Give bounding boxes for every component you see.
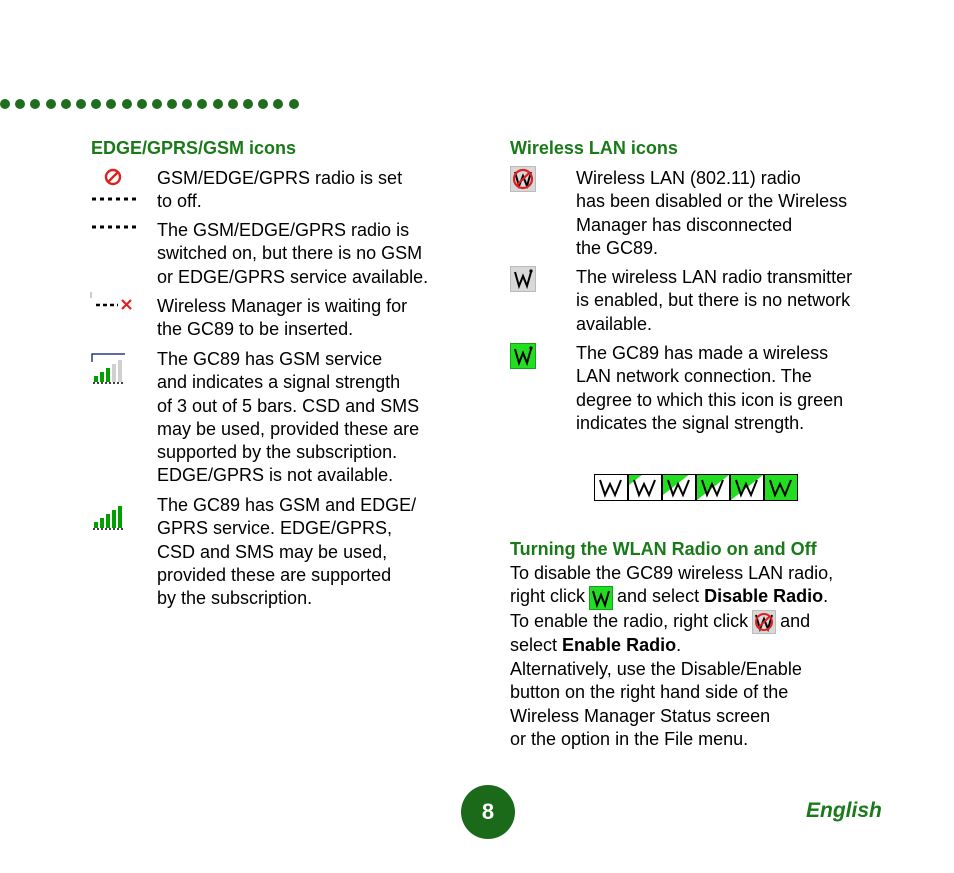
radio-off-icon: [103, 167, 123, 187]
wireless-lan-heading: Wireless LAN icons: [510, 138, 678, 158]
disable-enable-instructions: [510, 562, 833, 657]
turning-wlan-heading: Turning the WLAN Radio on and Off: [510, 539, 817, 559]
wlan-strength-level-icon: [629, 475, 662, 501]
wlan-connected-icon: [589, 586, 613, 610]
wlan-strength-level-icon: [663, 475, 696, 501]
page-number-badge: 8: [461, 785, 515, 839]
edge-signal-icon: [91, 498, 127, 530]
wlan-disabled-icon: [510, 166, 536, 192]
edge-service-text: The GC89 has GSM and EDGE/ GPRS service. EDGE/GPRS, CSD and SMS may be used, provided these are supported by the subscription.: [157, 495, 417, 609]
wlan-strength-level-icon: [731, 475, 764, 501]
wlan-no-network-text: The wireless LAN radio transmitter is enabled, but there is no network available.: [576, 267, 853, 334]
alternative-instructions: Alternatively, use the Disable/Enable button on the right hand side of the Wireless Manager Status screen or the option in the File menu.: [510, 659, 802, 749]
instruction-fragment: select: [510, 634, 558, 655]
instruction-fragment: .: [823, 586, 829, 607]
wlan-strength-level-icon: [765, 475, 798, 501]
waiting-icon: [90, 292, 136, 316]
dashed-line-icon: [91, 196, 141, 202]
signal-bar: [106, 368, 110, 382]
signal-bar: [118, 360, 122, 382]
wlan-connected-text: The GC89 has made a wireless LAN network connection. The degree to which this icon is green indicates the signal strength.: [576, 343, 844, 433]
signal-bar: [100, 372, 104, 382]
wlan-disabled-icon: [752, 610, 776, 634]
disable-radio-label: Disable Radio: [704, 586, 824, 607]
enable-radio-label: Enable Radio: [562, 634, 677, 655]
wlan-connected-icon: [510, 343, 536, 369]
signal-bar: [94, 522, 98, 528]
radio-off-text: GSM/EDGE/GPRS radio is set to off.: [157, 168, 403, 212]
wlan-disabled-text: Wireless LAN (802.11) radio has been disabled or the Wireless Manager has disconnected the GC89.: [576, 168, 848, 258]
wlan-strength-level-icon: [697, 475, 730, 501]
gsm-service-text: The GC89 has GSM service and indicates a signal strength of 3 out of 5 bars. CSD and SMS may be used, provided these are supported by the subscription. EDGE/GPRS is not available.: [157, 349, 420, 486]
instruction-fragment: and select: [617, 586, 700, 607]
wlan-strength-icon-strip: [594, 474, 798, 502]
instruction-line: To disable the GC89 wireless LAN radio,: [510, 563, 834, 583]
signal-bar: [112, 364, 116, 382]
signal-bar: [100, 518, 104, 528]
instruction-fragment: and: [780, 610, 811, 631]
instruction-fragment: right click: [510, 586, 586, 607]
instruction-fragment: .: [676, 634, 682, 655]
no-service-text: The GSM/EDGE/GPRS radio is switched on, but there is no GSM or EDGE/GPRS service available.: [157, 220, 429, 287]
waiting-text: Wireless Manager is waiting for the GC89 to be inserted.: [157, 296, 408, 340]
signal-bar: [106, 514, 110, 528]
wlan-no-network-icon: [510, 266, 536, 292]
signal-bar: [94, 376, 98, 382]
signal-bar: [112, 510, 116, 528]
instruction-fragment: To enable the radio, right click: [510, 610, 749, 631]
language-label: English: [806, 799, 882, 822]
signal-bar: [118, 506, 122, 528]
edge-gprs-gsm-heading: EDGE/GPRS/GSM icons: [91, 138, 297, 158]
gsm-signal-icon: [91, 352, 127, 384]
no-service-icon: [91, 224, 141, 230]
decorative-dot-row: [0, 99, 299, 109]
wlan-strength-level-icon: [595, 475, 628, 501]
